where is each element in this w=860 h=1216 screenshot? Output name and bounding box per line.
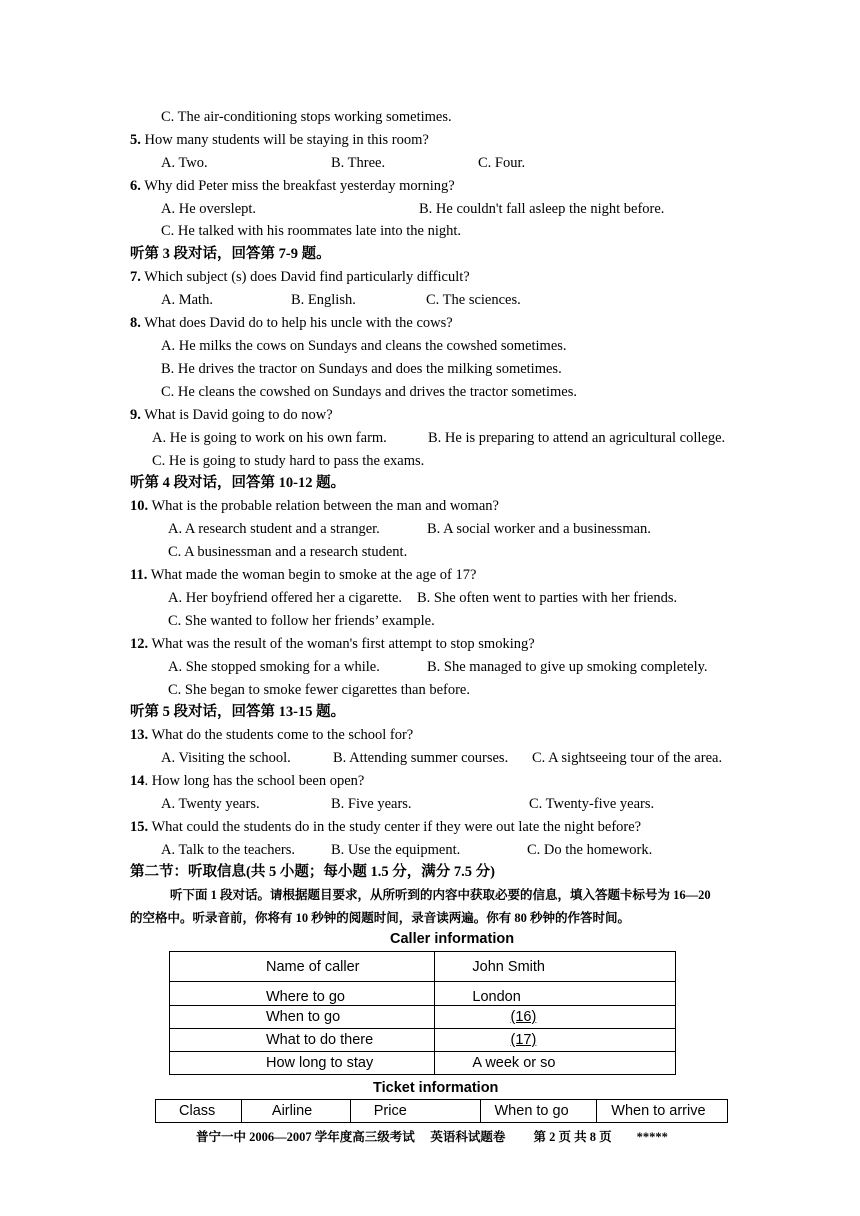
caller-label-what (170, 1029, 435, 1052)
q10-option-c: C. A businessman and a research student. (168, 544, 408, 560)
q10-option-b: B. A social worker and a businessman. (427, 521, 651, 537)
q7-option-c: C. The sciences. (426, 292, 521, 308)
cell-text: Name of caller (266, 958, 360, 975)
q8-option-c: C. He cleans the cowshed on Sundays and drives the tractor sometimes. (161, 384, 577, 400)
ticket-info-table (155, 1099, 728, 1123)
section2-instruction-2: 的空格中。听录音前，你将有 10 秒钟的阅题时间，录音读两遍。你有 80 秒钟的作答时间。 (130, 911, 631, 925)
cell-text: Price (373, 1103, 407, 1119)
ticket-header-when-go (480, 1100, 597, 1123)
cell-text: How long to stay (266, 1055, 374, 1071)
caller-value-where (435, 982, 676, 1006)
answer-blank-17 (465, 1032, 581, 1048)
q10-number: 10. (130, 498, 149, 514)
q13-option-b: B. Attending summer courses. (333, 750, 509, 766)
cell-text: When to go (266, 1009, 341, 1025)
q14-stem (130, 772, 364, 790)
q11-option-b: B. She often went to parties with her friends. (417, 590, 678, 606)
q8-text: What does David do to help his uncle with the cows? (140, 315, 453, 331)
q10-option-a: A. A research student and a stranger. (168, 521, 380, 537)
page-footer: 普宁一中 2006—2007 学年度高三级考试 英语科试题卷 第 2 页 共 8 页 ***** (196, 1130, 668, 1144)
q11-text: What made the woman begin to smoke at the age of 17? (147, 567, 477, 583)
q5-option-b: B. Three. (331, 155, 386, 171)
q12-option-c: C. She began to smoke fewer cigarettes than before. (168, 682, 470, 698)
q6-option-b: B. He couldn't fall asleep the night before. (419, 201, 665, 217)
q15-option-a: A. Talk to the teachers. (161, 842, 296, 858)
table-row (170, 982, 676, 1006)
answer-blank-16 (465, 1009, 581, 1025)
ticket-header-price (350, 1100, 480, 1123)
q8-stem (130, 314, 453, 332)
ticket-header-airline (241, 1100, 350, 1123)
q11-option-a: A. Her boyfriend offered her a cigarette. (168, 590, 403, 606)
cell-text: London (472, 989, 521, 1005)
caller-value-how-long (435, 1052, 676, 1075)
q5-stem (130, 131, 429, 149)
q6-stem (130, 177, 455, 195)
q9-stem (130, 406, 333, 424)
q5-number: 5. (130, 132, 141, 148)
q6-text: Why did Peter miss the breakfast yesterday morning? (140, 178, 455, 194)
caller-label-how-long (170, 1052, 435, 1075)
q12-option-b: B. She managed to give up smoking completely. (427, 659, 708, 675)
q10-stem (130, 497, 499, 515)
q6-option-a: A. He overslept. (161, 201, 257, 217)
q5-option-a: A. Two. (161, 155, 208, 171)
q9-number: 9. (130, 407, 141, 423)
q5-option-c: C. Four. (478, 155, 526, 171)
q14-text: . How long has the school been open? (144, 773, 365, 789)
q15-number: 15. (130, 819, 149, 835)
q13-option-a: A. Visiting the school. (161, 750, 291, 766)
q14-option-c: C. Twenty-five years. (529, 796, 655, 812)
q12-option-a: A. She stopped smoking for a while. (168, 659, 380, 675)
table-row (170, 1052, 676, 1075)
q13-stem (130, 726, 413, 744)
section2-heading: 第二节：听取信息(共 5 小题；每小题 1.5 分，满分 7.5 分) (130, 864, 495, 880)
q13-option-c: C. A sightseeing tour of the area. (532, 750, 723, 766)
q8-option-a: A. He milks the cows on Sundays and cleans the cowshed sometimes. (161, 338, 567, 354)
table-row (156, 1100, 728, 1123)
q7-text: Which subject (s) does David find particularly difficult? (140, 269, 470, 285)
q7-option-b: B. English. (291, 292, 356, 308)
ticket-header-when-arrive (597, 1100, 728, 1123)
q11-number: 11. (130, 567, 148, 583)
cell-text: Airline (271, 1103, 313, 1119)
q11-option-c: C. She wanted to follow her friends’ example. (168, 613, 435, 629)
q13-number: 13. (130, 727, 149, 743)
q6-number: 6. (130, 178, 141, 194)
cell-text: What to do there (266, 1032, 374, 1048)
q15-stem (130, 818, 641, 836)
q12-stem (130, 635, 535, 653)
q14-option-a: A. Twenty years. (161, 796, 260, 812)
q12-text: What was the result of the woman's first attempt to stop smoking? (148, 636, 535, 652)
q7-stem (130, 268, 470, 286)
caller-label-where (170, 982, 435, 1006)
table-row (170, 952, 676, 982)
section2-instruction-1: 听下面 1 段对话。请根据题目要求，从所听到的内容中获取必要的信息，填入答题卡标号为 16—20 (170, 888, 711, 902)
q15-option-c: C. Do the homework. (527, 842, 653, 858)
table-row (170, 1029, 676, 1052)
q9-text: What is David going to do now? (140, 407, 333, 423)
q13-text: What do the students come to the school for? (148, 727, 414, 743)
part4-heading: 听第 4 段对话，回答第 10-12 题。 (130, 475, 346, 491)
caller-info-table (169, 951, 676, 1075)
caller-value-name (435, 952, 676, 982)
q9-option-a: A. He is going to work on his own farm. (152, 430, 387, 446)
q14-option-b: B. Five years. (331, 796, 412, 812)
q7-option-a: A. Math. (161, 292, 213, 308)
q11-stem (130, 566, 476, 584)
q15-text: What could the students do in the study center if they were out late the night before? (148, 819, 642, 835)
blank-number: (17) (510, 1032, 537, 1048)
ticket-header-class (156, 1100, 242, 1123)
caller-value-what-blank (435, 1029, 676, 1052)
q14-number: 14 (130, 773, 145, 789)
q15-option-b: B. Use the equipment. (331, 842, 461, 858)
q9-option-c: C. He is going to study hard to pass the exams. (152, 453, 425, 469)
q4-option-c: C. The air-conditioning stops working sometimes. (161, 109, 452, 125)
caller-value-when-blank (435, 1006, 676, 1029)
table-row (170, 1006, 676, 1029)
cell-text: Class (179, 1103, 216, 1119)
q5-text: How many students will be staying in this room? (140, 132, 429, 148)
cell-text: When to go (494, 1103, 569, 1119)
q10-text: What is the probable relation between the man and woman? (148, 498, 499, 514)
caller-label-name (170, 952, 435, 982)
blank-number: (16) (510, 1009, 537, 1025)
cell-text: A week or so (472, 1055, 556, 1071)
caller-info-caption: Caller information (390, 931, 515, 947)
q7-number: 7. (130, 269, 141, 285)
q8-number: 8. (130, 315, 141, 331)
q12-number: 12. (130, 636, 149, 652)
caller-label-when (170, 1006, 435, 1029)
q6-option-c: C. He talked with his roommates late into the night. (161, 223, 462, 239)
part3-heading: 听第 3 段对话，回答第 7-9 题。 (130, 246, 331, 262)
cell-text: John Smith (472, 958, 545, 975)
q9-option-b: B. He is preparing to attend an agricultural college. (428, 430, 726, 446)
q8-option-b: B. He drives the tractor on Sundays and does the milking sometimes. (161, 361, 562, 377)
ticket-info-caption: Ticket information (373, 1080, 499, 1096)
cell-text: Where to go (266, 989, 345, 1005)
part5-heading: 听第 5 段对话，回答第 13-15 题。 (130, 704, 346, 720)
cell-text: When to arrive (611, 1103, 706, 1119)
